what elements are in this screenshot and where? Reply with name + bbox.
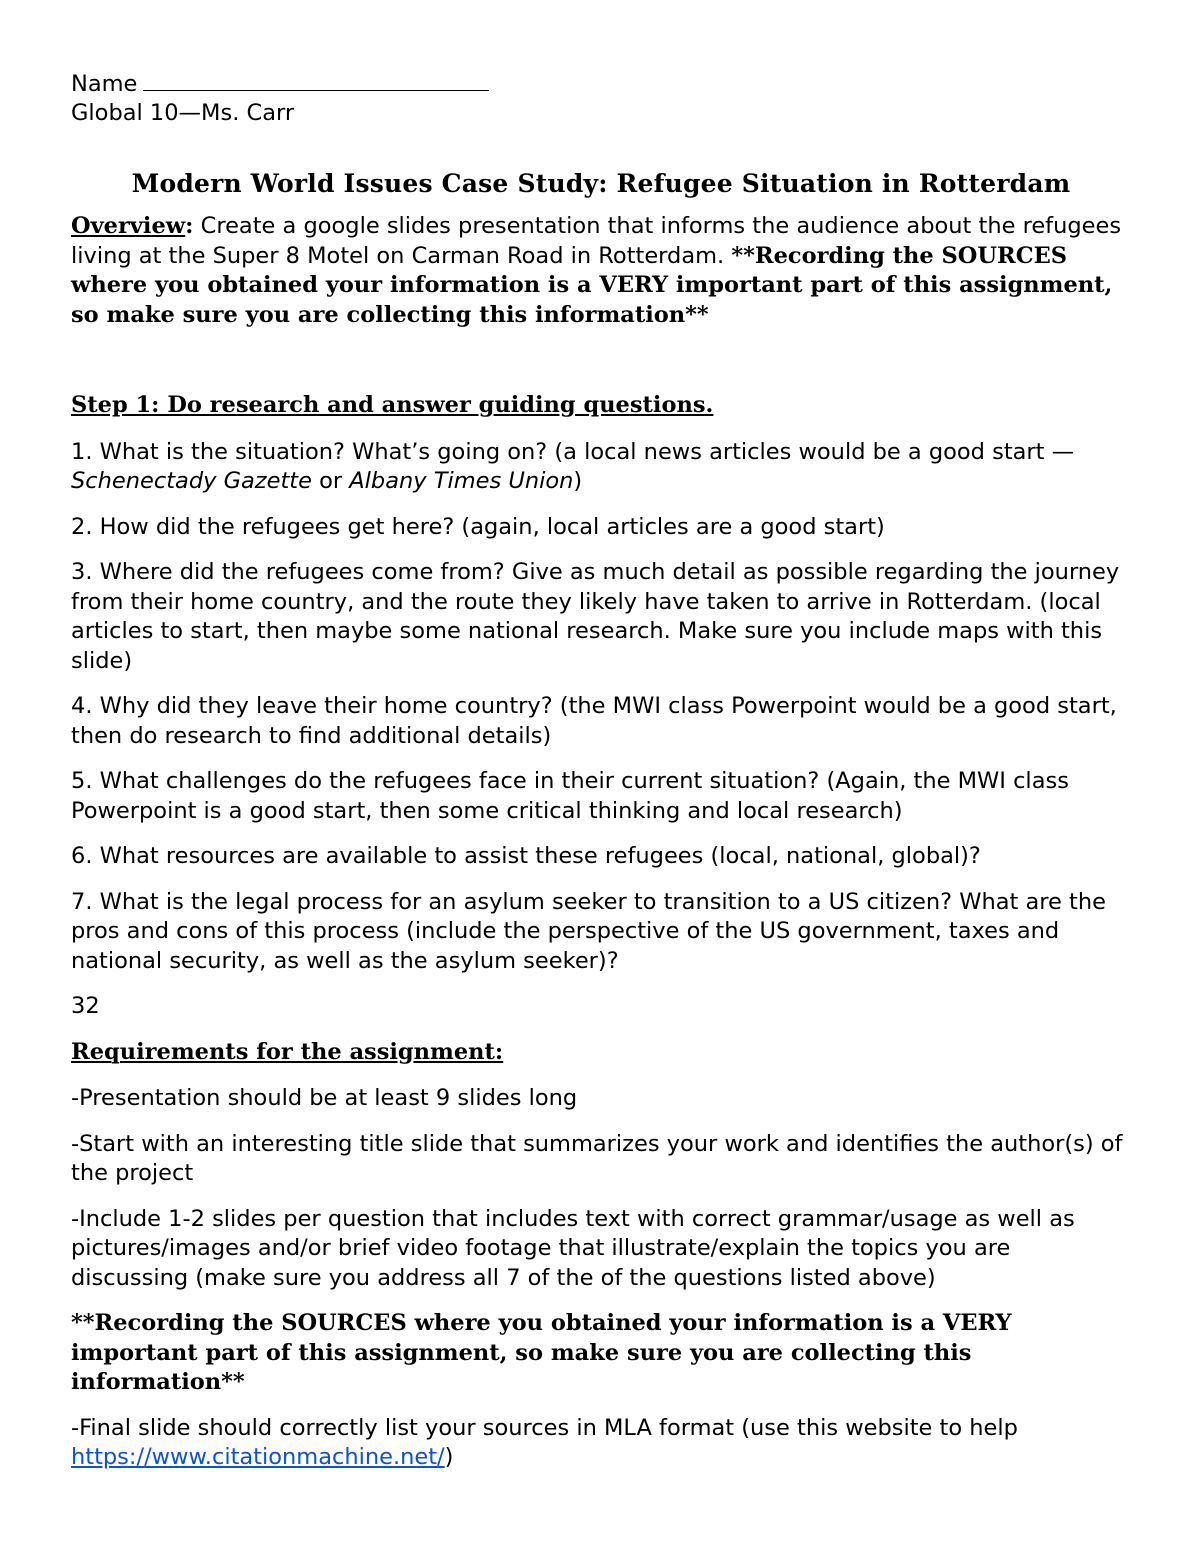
question-6: 6. What resources are available to assist these refugees (local, national, global)? xyxy=(71,843,981,869)
requirement-item: -Include 1-2 slides per question that includes text with correct grammar/usage as well as pictures/images and/or brief video footage that illustrate/explain the topics you are discussing (make sure you address all 7 of the of the questions listed above) xyxy=(71,1205,1075,1291)
question-7: 7. What is the legal process for an asylum seeker to transition to a US citizen? What are the pros and cons of this process (include the perspective of the US government, taxes and national security, as well as the asylum seeker)? xyxy=(71,888,1106,974)
requirement-item: -Presentation should be at least 9 slides long xyxy=(71,1085,578,1111)
step1-heading: Step 1: Do research and answer guiding questions. xyxy=(71,392,714,418)
question-2: 2. How did the refugees get here? (again, local articles are a good start) xyxy=(71,513,885,540)
question-1-source-1: Schenectady Gazette xyxy=(71,468,312,494)
sources-note: **Recording the SOURCES where you obtained your information is a VERY important part of this assignment, so make sure you are collecting this information** xyxy=(71,1310,1012,1395)
requirements-heading: Requirements for the assignment: xyxy=(71,1038,504,1065)
overview-colon: : xyxy=(185,213,194,239)
overview-paragraph xyxy=(71,212,1131,330)
overview-emphasis: **Recording the SOURCES where you obtained your information is a VERY important part of this assignment, so make sure you are collecting this information** xyxy=(71,242,1113,328)
final-requirement xyxy=(71,1414,1131,1473)
class-line: Global 10—Ms. Carr xyxy=(71,100,295,126)
final-requirement-end: ) xyxy=(444,1444,454,1470)
document-title: Modern World Issues Case Study: Refugee Situation in Rotterdam xyxy=(131,169,1071,198)
final-requirement-text: -Final slide should correctly list your sources in MLA format (use this website to help xyxy=(71,1414,1018,1441)
question-1 xyxy=(71,438,1131,497)
citation-machine-link[interactable]: https://www.citationmachine.net/ xyxy=(71,1444,445,1470)
overview-text: Create a google slides presentation that informs the audience about the refugees living at the Super 8 Motel on Carman Road in Rotterdam. xyxy=(71,213,1122,269)
question-5: 5. What challenges do the refugees face in their current situation? (Again, the MWI class Powerpoint is a good start, then some critical thinking and local research) xyxy=(71,768,1069,824)
question-1-text: 1. What is the situation? What’s going on? (a local news articles would be a good start — xyxy=(71,438,1075,465)
requirement-item: -Start with an interesting title slide that summarizes your work and identifies the author(s) of the project xyxy=(71,1130,1123,1186)
name-label: Name xyxy=(71,71,138,97)
stray-number: 32 xyxy=(71,993,100,1019)
name-line xyxy=(71,70,1131,99)
question-1-mid: or xyxy=(311,468,350,494)
name-blank xyxy=(143,72,489,91)
question-1-source-2: Albany Times Union xyxy=(349,468,574,494)
question-1-end: ) xyxy=(573,468,583,494)
document-page xyxy=(71,70,1131,1473)
question-3: 3. Where did the refugees come from? Give as much detail as possible regarding the journey from their home country, and the route they likely have taken to arrive in Rotterdam. (local articles to start, then maybe some national research. Make sure you include maps with this slide) xyxy=(71,559,1120,674)
overview-label: Overview xyxy=(71,213,186,239)
question-4: 4. Why did they leave their home country? (the MWI class Powerpoint would be a good start, then do research to find additional details) xyxy=(71,693,1117,749)
